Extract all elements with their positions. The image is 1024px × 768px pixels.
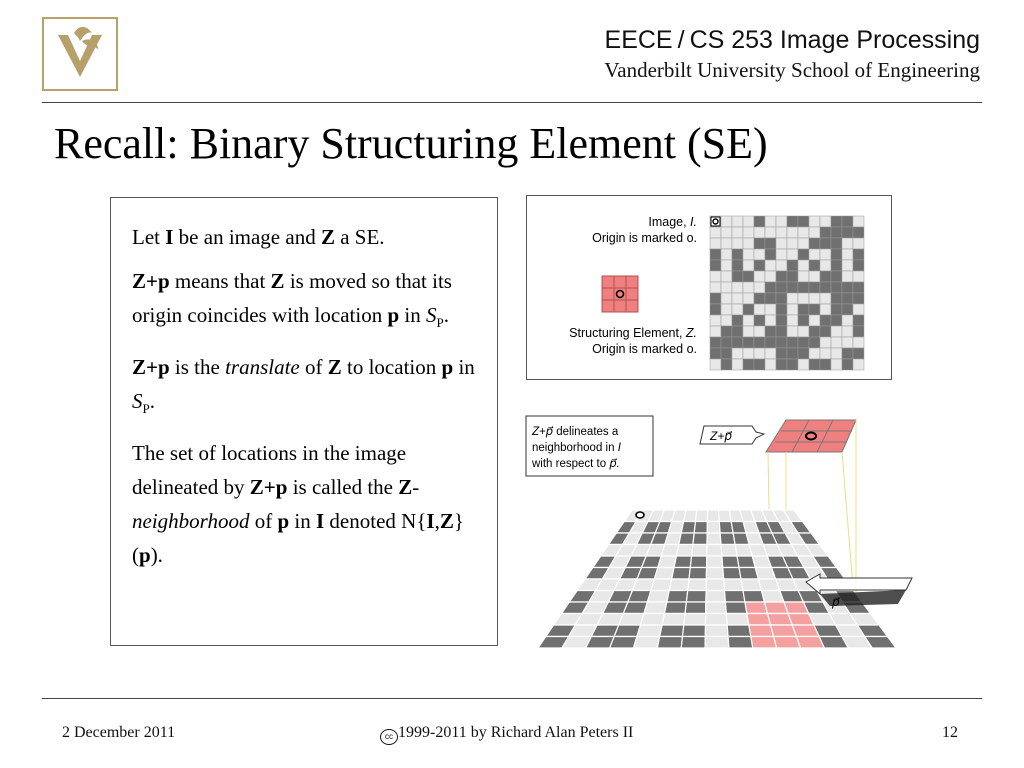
callout-box (526, 416, 653, 476)
svg-text:Z+p⃗ delineates a: Z+p⃗ delineates a (532, 426, 619, 438)
svg-text:p⃗: p⃗ (832, 595, 840, 609)
footer-copyright: cc 1999-2011 by Richard Alan Peters II (380, 724, 633, 745)
image-grid-diagram (527, 196, 891, 379)
se-origin-label: Origin is marked o. (592, 342, 697, 356)
svg-text:with respect to p⃗.: with respect to p⃗. (532, 458, 620, 470)
perspective-grid-diagram (524, 412, 924, 654)
header-divider (42, 102, 982, 103)
footer-date: 2 December 2011 (62, 724, 176, 741)
vanderbilt-logo (42, 17, 118, 91)
se-label: Structuring Element, Z. (569, 326, 697, 340)
paragraph-4: The set of locations in the image delineated by Z+p is called the Z-neighborhood of p in I denoted N{I,Z}(p). (132, 441, 464, 568)
school-name: Vanderbilt University School of Engineering (604, 58, 980, 82)
cc-icon: cc (380, 729, 398, 745)
translated-se (766, 420, 856, 452)
footer-divider (42, 698, 982, 699)
image-origin-label: Origin is marked o. (592, 231, 697, 245)
image-label: Image, I. (648, 215, 697, 229)
svg-text:Z+p⃗: Z+p⃗ (710, 429, 732, 443)
course-title: EECE / CS 253 Image Processing (604, 26, 980, 54)
image-and-se-figure (526, 195, 892, 380)
structuring-element (602, 276, 638, 312)
svg-text:neighborhood in I: neighborhood in I (532, 442, 621, 454)
paragraph-1: Let I be an image and Z a SE. (132, 225, 385, 249)
paragraph-2: Z+p means that Z is moved so that its origin coincides with location p in $S_P$. (132, 269, 452, 331)
slide-title: Recall: Binary Structuring Element (SE) (54, 119, 768, 168)
neighborhood-figure (524, 412, 924, 654)
paragraph-3: Z+p is the translate of Z to location p in $S_P$. (132, 355, 475, 417)
definition-textbox (110, 197, 498, 646)
page-number: 12 (942, 724, 958, 741)
se-tag (700, 426, 764, 444)
